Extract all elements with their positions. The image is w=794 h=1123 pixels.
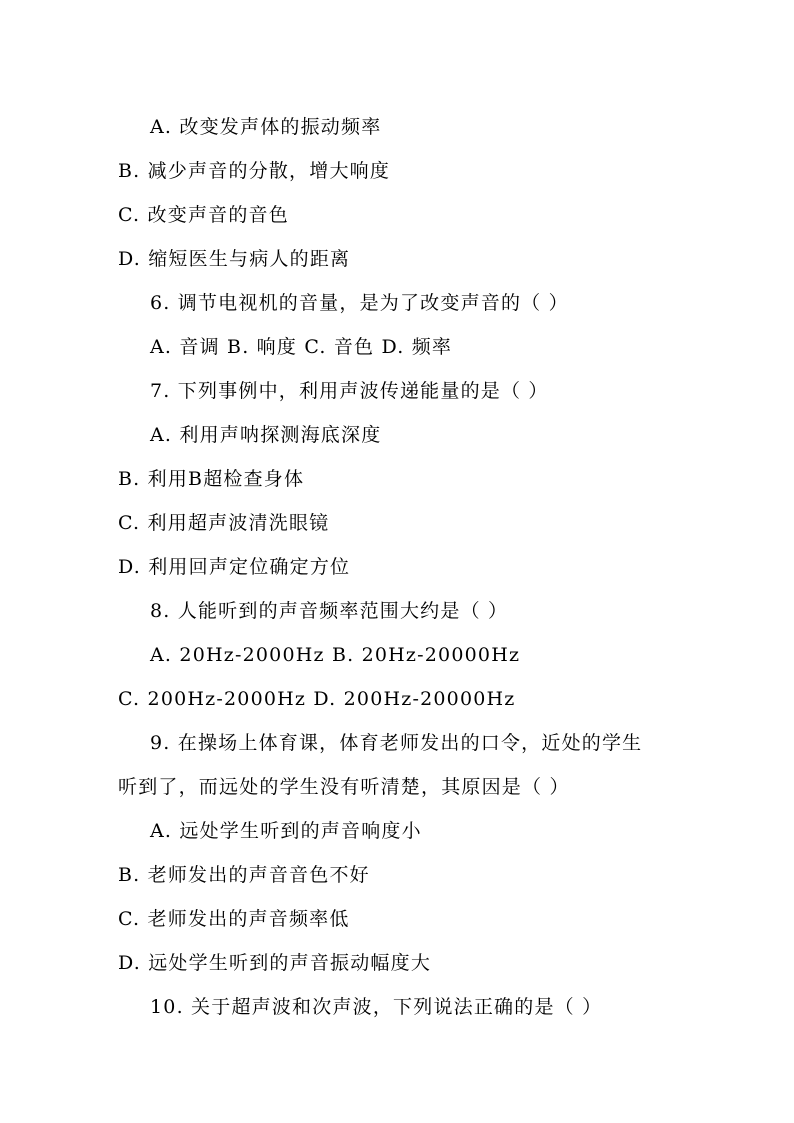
question-9-line-1: 9. 在操场上体育课，体育老师发出的口令，近处的学生 <box>150 732 643 754</box>
question-9-option-b: B. 老师发出的声音音色不好 <box>118 864 370 886</box>
option-d-shorten-distance: D. 缩短医生与病人的距离 <box>118 248 351 270</box>
question-6-options: A. 音调 B. 响度 C. 音色 D. 频率 <box>150 336 453 358</box>
question-9-option-d: D. 远处学生听到的声音振动幅度大 <box>118 952 432 974</box>
question-7-option-c: C. 利用超声波清洗眼镜 <box>118 512 330 534</box>
question-9-line-2: 听到了，而远处的学生没有听清楚，其原因是（ ） <box>118 776 570 798</box>
option-c-change-timbre: C. 改变声音的音色 <box>118 204 289 226</box>
question-7-option-b: B. 利用B超检查身体 <box>118 468 305 490</box>
question-9-option-a: A. 远处学生听到的声音响度小 <box>150 820 422 842</box>
question-8: 8. 人能听到的声音频率范围大约是（ ） <box>150 600 509 622</box>
question-9-option-c: C. 老师发出的声音频率低 <box>118 908 350 930</box>
question-7: 7. 下列事例中，利用声波传递能量的是（ ） <box>150 380 549 402</box>
question-7-option-a: A. 利用声呐探测海底深度 <box>150 424 382 446</box>
question-8-options-cd: C. 200Hz-2000Hz D. 200Hz-20000Hz <box>118 688 516 710</box>
option-b-reduce-dispersion: B. 减少声音的分散，增大响度 <box>118 160 391 182</box>
question-10: 10. 关于超声波和次声波，下列说法正确的是（ ） <box>150 996 603 1018</box>
option-a-change-frequency: A. 改变发声体的振动频率 <box>150 116 382 138</box>
question-8-options-ab: A. 20Hz-2000Hz B. 20Hz-20000Hz <box>150 644 521 666</box>
question-7-option-d: D. 利用回声定位确定方位 <box>118 556 351 578</box>
question-6: 6. 调节电视机的音量，是为了改变声音的（ ） <box>150 292 569 314</box>
